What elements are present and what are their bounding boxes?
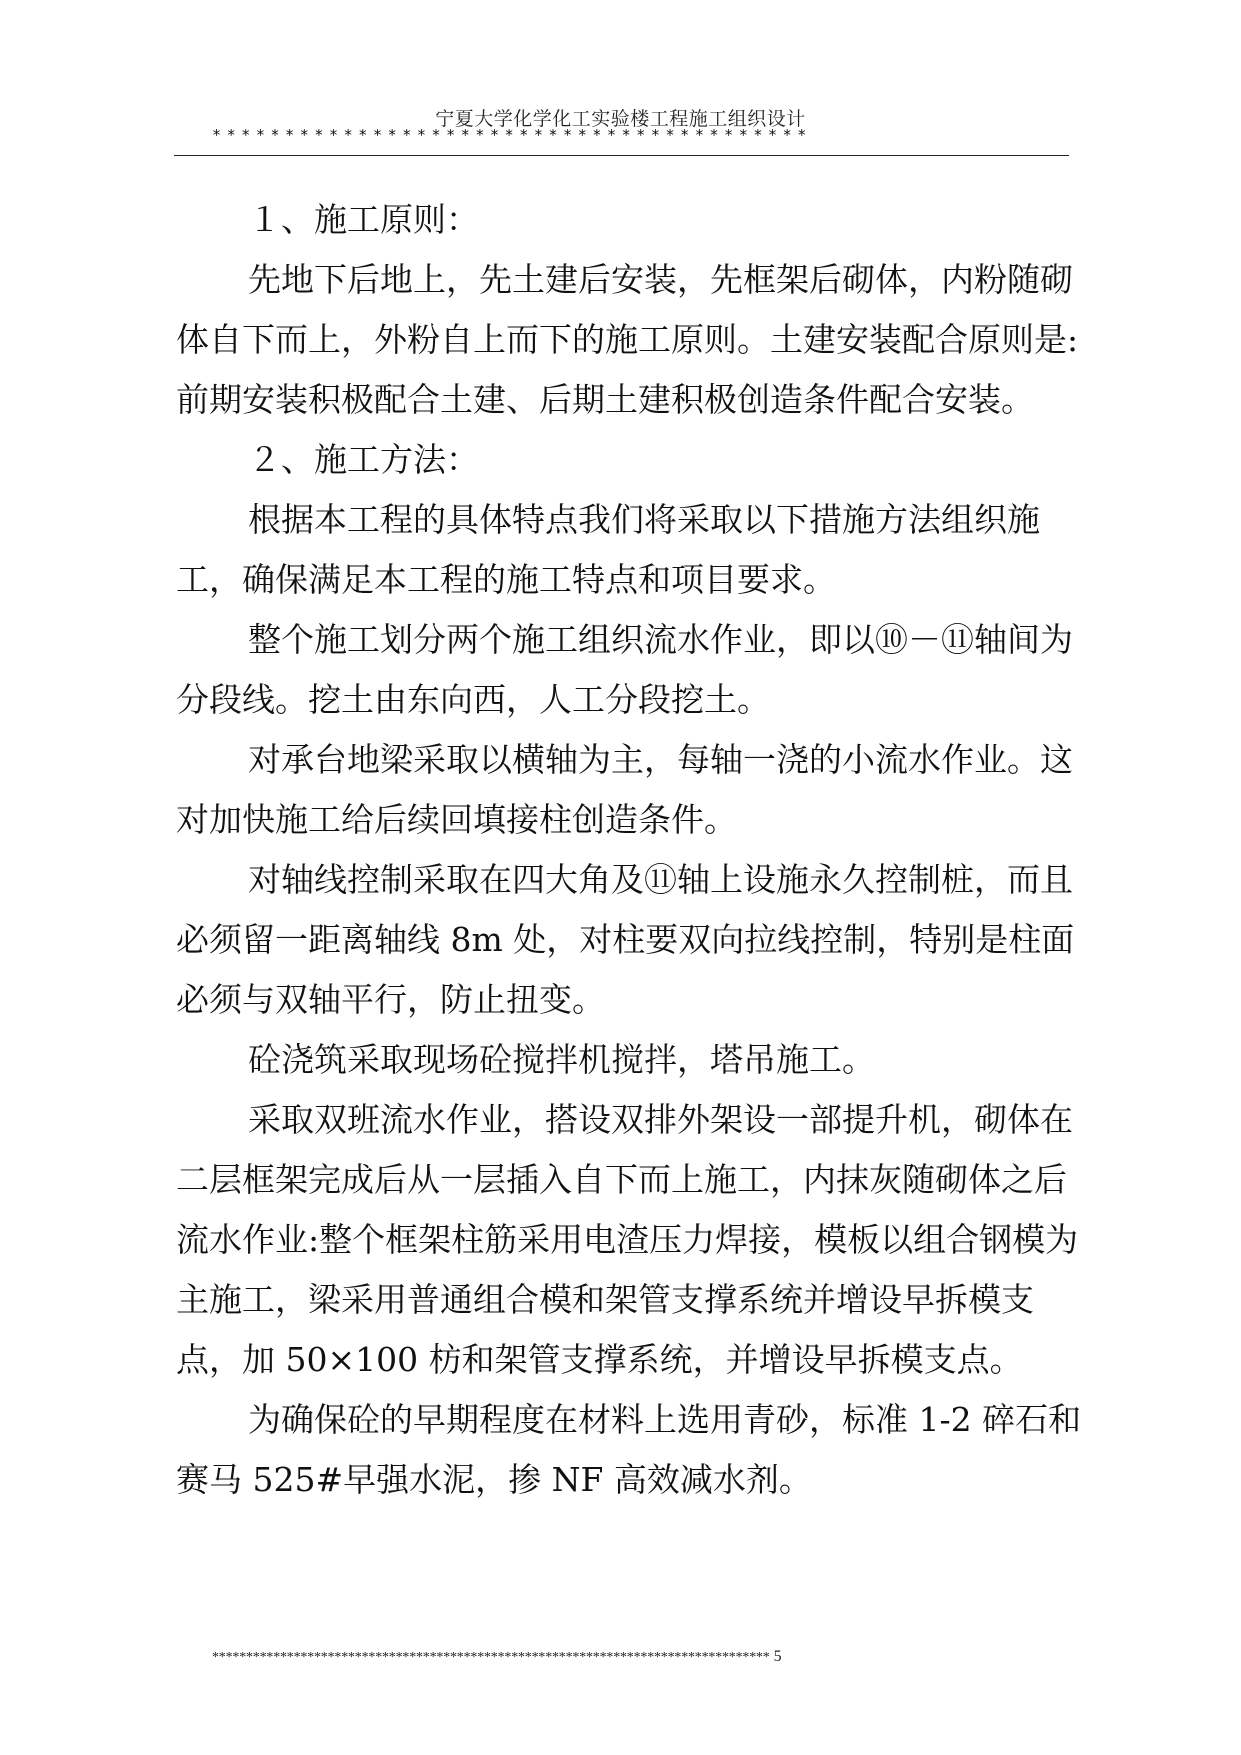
paragraph-materials: 为确保砼的早期程度在材料上选用青砂，标准 1-2 碎石和赛马 525#早强水泥，掺 NF 高效减水剂。 — [176, 1400, 1082, 1499]
section-heading-methods: ２、施工方法： — [248, 440, 479, 479]
header-star-border: ***************************************** — [212, 126, 812, 144]
page-number: 5 — [773, 1648, 782, 1665]
footer-star-border: ********************************************************************************** — [212, 1650, 770, 1665]
paragraph-flow-division: 整个施工划分两个施工组织流水作业，即以⑩－⑪轴间为分段线。挖土由东向西，人工分段挖土。 — [176, 620, 1073, 719]
paragraph-principles: 先地下后地上，先土建后安装，先框架后砌体，内粉随砌体自下而上，外粉自上而下的施工原则。土建安装配合原则是:前期安装积极配合土建、后期土建积极创造条件配合安装。 — [176, 260, 1079, 419]
paragraph-axis-control: 对轴线控制采取在四大角及⑪轴上设施永久控制桩，而且必须留一距离轴线 8m 处，对柱要双向拉线控制，特别是柱面必须与双轴平行，防止扭变。 — [176, 860, 1075, 1019]
header-rule — [174, 155, 1069, 156]
paragraph-double-shift: 采取双班流水作业，搭设双排外架设一部提升机，砌体在二层框架完成后从一层插入自下而上施工，内抹灰随砌体之后流水作业:整个框架柱筋采用电渣压力焊接，模板以组合钢模为主施工，梁采用普通组合模和架管支撑系统并增设早拆模支点，加 50×100 枋和架管支撑系统，并增设早拆模支点。 — [176, 1100, 1079, 1379]
paragraph-cap-beams: 对承台地梁采取以横轴为主，每轴一浇的小流水作业。这对加快施工给后续回填接柱创造条件。 — [176, 740, 1073, 839]
page-footer — [212, 1648, 782, 1666]
section-heading-principles: １、施工原则： — [248, 200, 479, 239]
document-body — [176, 190, 1096, 1510]
paragraph-methods-intro: 根据本工程的具体特点我们将采取以下措施方法组织施工，确保满足本工程的施工特点和项目要求。 — [176, 500, 1040, 599]
paragraph-concrete-pouring: 砼浇筑采取现场砼搅拌机搅拌，塔吊施工。 — [248, 1040, 875, 1079]
page-header-title: 宁夏大学化学化工实验楼工程施工组织设计 — [435, 108, 806, 130]
